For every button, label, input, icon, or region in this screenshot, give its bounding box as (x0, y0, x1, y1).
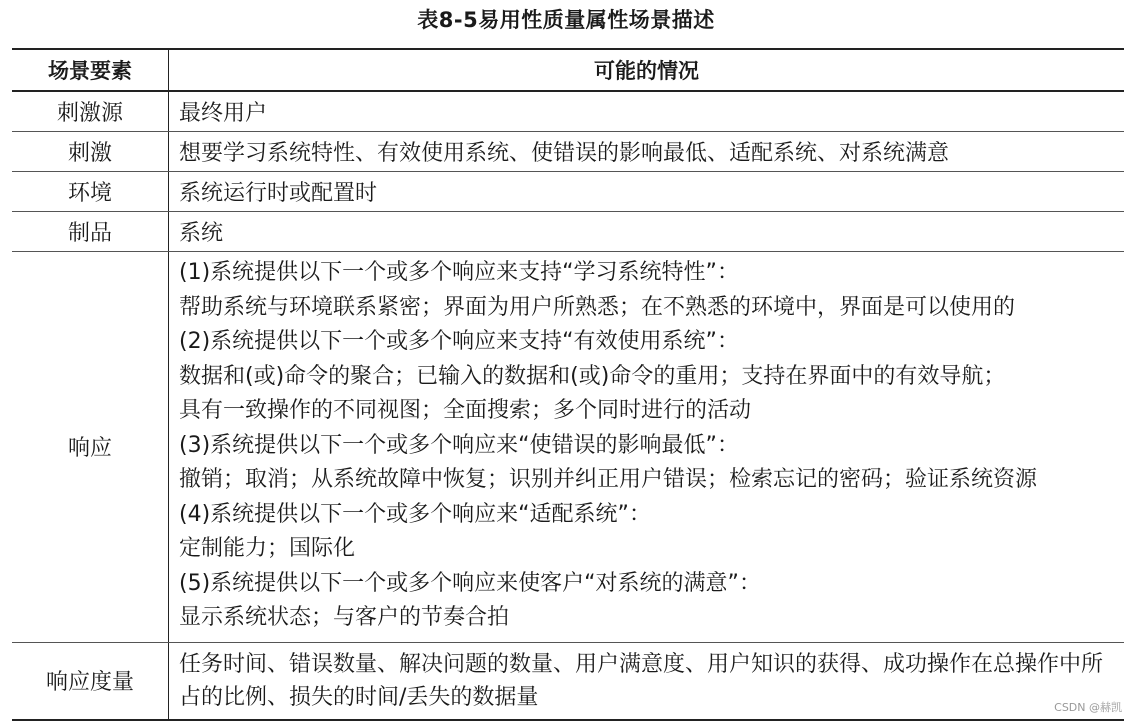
row-value-stimulus: 想要学习系统特性、有效使用系统、使错误的影响最低、适配系统、对系统满意 (169, 132, 1125, 172)
response-cell (169, 252, 1125, 643)
row-value-environment: 系统运行时或配置时 (169, 172, 1125, 212)
response-line: 定制能力；国际化 (179, 536, 356, 561)
watermark: CSDN @赫凯 (1054, 701, 1122, 714)
row-value-response-measure: 任务时间、错误数量、解决问题的数量、用户满意度、用户知识的获得、成功操作在总操作中所占的比例、损失的时间/丢失的数据量 (169, 642, 1125, 720)
response-line: 撤销；取消；从系统故障中恢复；识别并纠正用户错误；检索忘记的密码；验证系统资源 (179, 467, 1038, 492)
row-element-response-measure: 响应度量 (12, 642, 169, 720)
row-element-response: 响应 (12, 252, 169, 643)
response-line: 显示系统状态；与客户的节奏合拍 (179, 605, 510, 630)
response-line: (1)系统提供以下一个或多个响应来支持“学习系统特性”： (179, 260, 739, 285)
table-title: 表8-5易用性质量属性场景描述 (417, 8, 715, 32)
scenario-table (12, 48, 1124, 721)
table-row (12, 642, 1124, 720)
row-element-stimulus-source: 刺激源 (12, 91, 169, 132)
table-row (12, 252, 1124, 643)
row-value-artifact: 系统 (169, 212, 1125, 252)
table-row (12, 132, 1124, 172)
response-line: 具有一致操作的不同视图；全面搜索；多个同时进行的活动 (179, 398, 752, 423)
table-row (12, 91, 1124, 132)
response-line: (2)系统提供以下一个或多个响应来支持“有效使用系统”： (179, 329, 739, 354)
row-element-environment: 环境 (12, 172, 169, 212)
row-element-artifact: 制品 (12, 212, 169, 252)
row-element-stimulus: 刺激 (12, 132, 169, 172)
response-line: (4)系统提供以下一个或多个响应来“适配系统”： (179, 501, 651, 527)
row-value-stimulus-source: 最终用户 (169, 91, 1125, 132)
table-row (12, 212, 1124, 252)
response-line: 帮助系统与环境联系紧密；界面为用户所熟悉；在不熟悉的环境中，界面是可以使用的 (179, 294, 1016, 320)
response-line: 数据和(或)命令的聚合；已输入的数据和(或)命令的重用；支持在界面中的有效导航； (179, 363, 1006, 389)
response-line: (5)系统提供以下一个或多个响应来使客户“对系统的满意”： (179, 570, 761, 596)
header-possible-situation: 可能的情况 (169, 49, 1125, 91)
header-scene-element: 场景要素 (12, 49, 169, 91)
response-line: (3)系统提供以下一个或多个响应来“使错误的影响最低”： (179, 432, 739, 458)
table-row (12, 172, 1124, 212)
table-header-row (12, 49, 1124, 91)
